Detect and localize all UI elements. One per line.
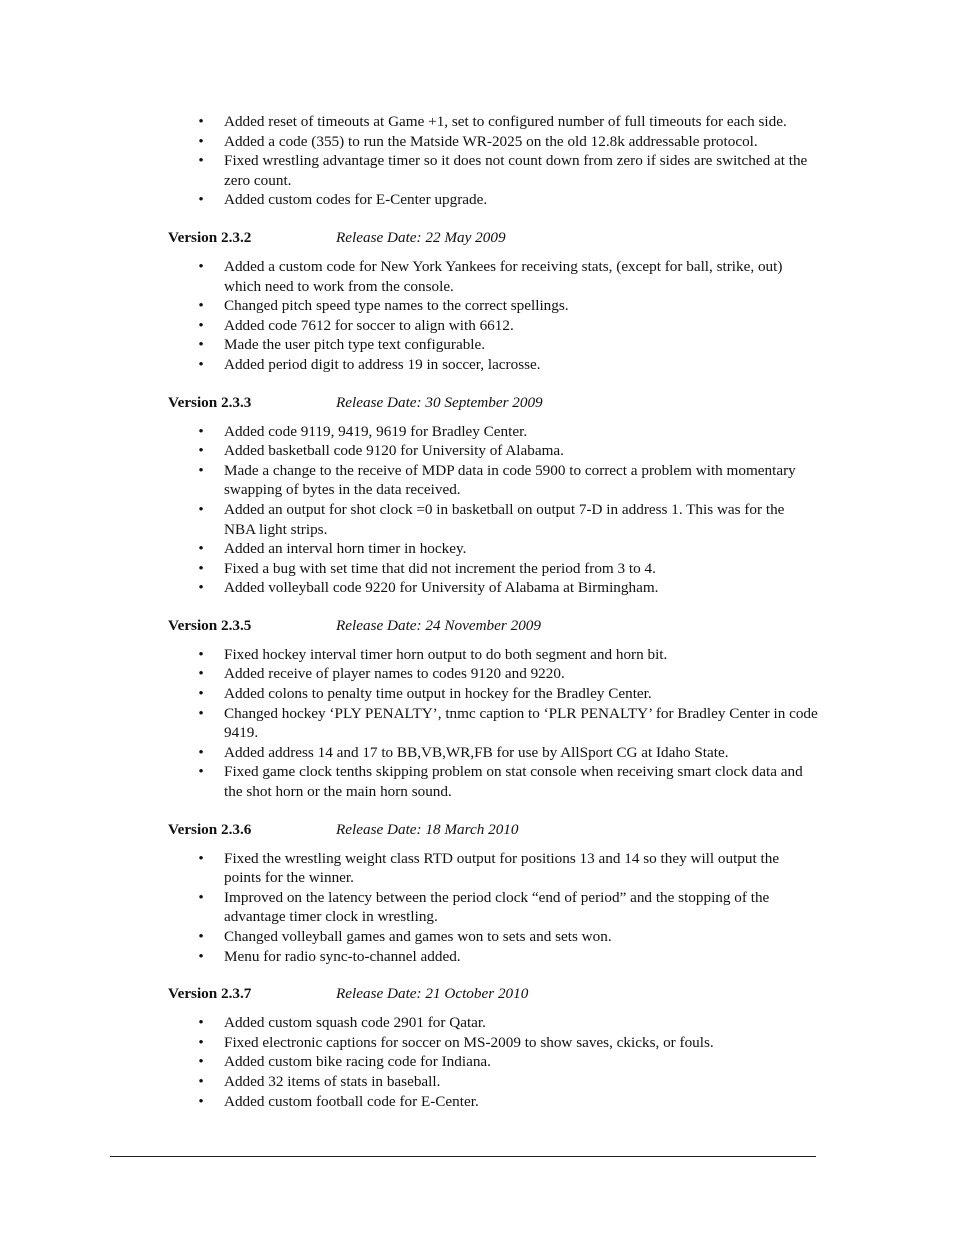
bullet-icon: • [198, 645, 204, 663]
bullet-icon: • [198, 422, 204, 440]
version-change-list [168, 1013, 818, 1111]
list-item-text: Changed pitch speed type names to the correct spellings. [224, 297, 569, 315]
list-item [168, 645, 818, 665]
bullet-icon: • [198, 665, 204, 683]
list-item-text: Added reset of timeouts at Game +1, set to configured number of full timeouts for each side. [224, 113, 787, 130]
list-item-text: Added a code (355) to run the Matside WR-2025 on the old 12.8k addressable protocol. [224, 132, 758, 150]
list-item-text: Added address 14 and 17 to BB,VB,WR,FB for use by AllSport CG at Idaho State. [224, 743, 729, 761]
list-item-text: Made the user pitch type text configurable. [224, 336, 486, 354]
footer-divider [110, 1156, 816, 1157]
list-item [168, 849, 818, 888]
list-item-text: Added code 7612 for soccer to align with 6612. [224, 316, 514, 334]
bullet-icon: • [198, 849, 204, 867]
list-item-text: Fixed electronic captions for soccer on MS-2009 to show saves, ckicks, or fouls. [224, 1033, 714, 1051]
bullet-icon: • [198, 1092, 204, 1110]
release-date: Release Date: 30 September 2009 [336, 393, 543, 411]
version-number: Version 2.3.3 [168, 393, 252, 411]
list-item-text: Added custom codes for E-Center upgrade. [224, 191, 488, 209]
version-section [168, 616, 818, 802]
list-item-text: Added an interval horn timer in hockey. [224, 540, 467, 558]
list-item [168, 559, 818, 579]
list-item [168, 1072, 818, 1092]
list-item-text: Added custom football code for E-Center. [224, 1092, 479, 1110]
list-item [168, 335, 818, 355]
version-header [168, 984, 818, 1004]
list-item-text: Fixed wrestling advantage timer so it does not count down from zero if sides are switched at the zero count. [224, 152, 808, 189]
list-item [168, 190, 818, 210]
list-item [168, 704, 818, 743]
list-item-text: Fixed the wrestling weight class RTD output for positions 13 and 14 so they will output the points for the winner. [224, 849, 780, 887]
bullet-icon: • [198, 1053, 204, 1071]
list-item-text: Added an output for shot clock =0 in basketball on output 7-D in address 1. This was for the NBA light strips. [224, 500, 785, 538]
list-item-text: Made a change to the receive of MDP data in code 5900 to correct a problem with momentary swapping of bytes in the data received. [224, 461, 796, 499]
version-number: Version 2.3.6 [168, 820, 252, 838]
list-item [168, 664, 818, 684]
version-change-list [168, 645, 818, 802]
list-item-text: Fixed hockey interval timer horn output to do both segment and horn bit. [224, 645, 668, 663]
bullet-icon: • [198, 540, 204, 558]
list-item [168, 927, 818, 947]
bullet-icon: • [198, 257, 204, 275]
version-header [168, 228, 818, 248]
list-item [168, 539, 818, 559]
release-date: Release Date: 21 October 2010 [336, 985, 529, 1003]
release-date: Release Date: 18 March 2010 [336, 820, 519, 838]
list-item [168, 762, 818, 801]
bullet-icon: • [198, 928, 204, 945]
version-section [168, 228, 818, 375]
list-item [168, 1092, 818, 1112]
bullet-icon: • [198, 355, 204, 373]
list-item-text: Fixed a bug with set time that did not increment the period from 3 to 4. [224, 559, 656, 577]
version-section [168, 820, 818, 967]
list-item-text: Added custom bike racing code for Indiana. [224, 1053, 491, 1071]
list-item [168, 1033, 818, 1053]
list-item-text: Added code 9119, 9419, 9619 for Bradley Center. [224, 422, 528, 440]
bullet-icon: • [198, 113, 204, 130]
release-date: Release Date: 24 November 2009 [336, 616, 541, 634]
version-header [168, 393, 818, 413]
list-item-text: Added receive of player names to codes 9120 and 9220. [224, 665, 565, 683]
list-item [168, 151, 818, 190]
bullet-icon: • [198, 336, 204, 354]
list-item [168, 441, 818, 461]
version-number: Version 2.3.7 [168, 985, 252, 1003]
list-item [168, 684, 818, 704]
bullet-icon: • [198, 704, 204, 722]
list-item-text: Added custom squash code 2901 for Qatar. [224, 1014, 486, 1032]
bullet-icon: • [198, 316, 204, 334]
list-item [168, 1013, 818, 1033]
bullet-icon: • [198, 579, 204, 597]
version-number: Version 2.3.2 [168, 228, 252, 246]
bullet-icon: • [198, 1033, 204, 1051]
list-item-text: Fixed game clock tenths skipping problem on stat console when receiving smart clock data and the shot horn or the main horn sound. [224, 763, 803, 801]
bullet-icon: • [198, 297, 204, 315]
list-item-text: Added period digit to address 19 in soccer, lacrosse. [224, 355, 541, 373]
list-item [168, 888, 818, 927]
bullet-icon: • [198, 763, 204, 781]
release-notes-content [168, 112, 818, 1111]
version-section [168, 984, 818, 1111]
list-item [168, 500, 818, 539]
bullet-icon: • [198, 888, 204, 906]
bullet-icon: • [198, 152, 204, 170]
version-change-list [168, 849, 818, 967]
list-item [168, 461, 818, 500]
bullet-icon: • [198, 191, 204, 209]
list-item [168, 355, 818, 375]
version-number: Version 2.3.5 [168, 616, 252, 634]
list-item [168, 257, 818, 296]
list-item [168, 422, 818, 442]
version-section [168, 393, 818, 598]
version-header [168, 616, 818, 636]
bullet-icon: • [198, 461, 204, 479]
bullet-icon: • [198, 559, 204, 577]
list-item-text: Menu for radio sync-to-channel added. [224, 947, 461, 965]
list-item [168, 743, 818, 763]
bullet-icon: • [198, 685, 204, 703]
list-item [168, 578, 818, 598]
list-item [168, 316, 818, 336]
bullet-icon: • [198, 132, 204, 150]
bullet-icon: • [198, 1072, 204, 1090]
bullet-icon: • [198, 442, 204, 460]
list-item-text: Added a custom code for New York Yankees for receiving stats, (except for ball, strike, out) which need to work from the console. [224, 257, 783, 295]
bullet-icon: • [198, 743, 204, 761]
bullet-icon: • [198, 1014, 204, 1032]
list-item-text: Added volleyball code 9220 for University of Alabama at Birmingham. [224, 579, 659, 597]
list-item [168, 1052, 818, 1072]
version-sections [168, 228, 818, 1111]
list-item-text: Changed hockey ‘PLY PENALTY’, tnmc caption to ‘PLR PENALTY’ for Bradley Center in code 9419. [224, 704, 818, 742]
list-item-text: Improved on the latency between the period clock “end of period” and the stopping of the advantage timer clock in wrestling. [224, 888, 770, 926]
list-item-text: Added colons to penalty time output in hockey for the Bradley Center. [224, 685, 652, 703]
list-item-text: Added basketball code 9120 for University of Alabama. [224, 442, 564, 460]
version-change-list [168, 257, 818, 375]
bullet-icon: • [198, 947, 204, 965]
list-item-text: Changed volleyball games and games won to sets and sets won. [224, 928, 612, 945]
list-item [168, 947, 818, 967]
version-change-list [168, 422, 818, 598]
list-item [168, 296, 818, 316]
bullet-icon: • [198, 500, 204, 518]
list-item [168, 132, 818, 152]
list-item-text: Added 32 items of stats in baseball. [224, 1072, 441, 1090]
intro-change-list [168, 112, 818, 210]
list-item [168, 112, 818, 132]
release-date: Release Date: 22 May 2009 [336, 228, 506, 246]
version-header [168, 820, 818, 840]
